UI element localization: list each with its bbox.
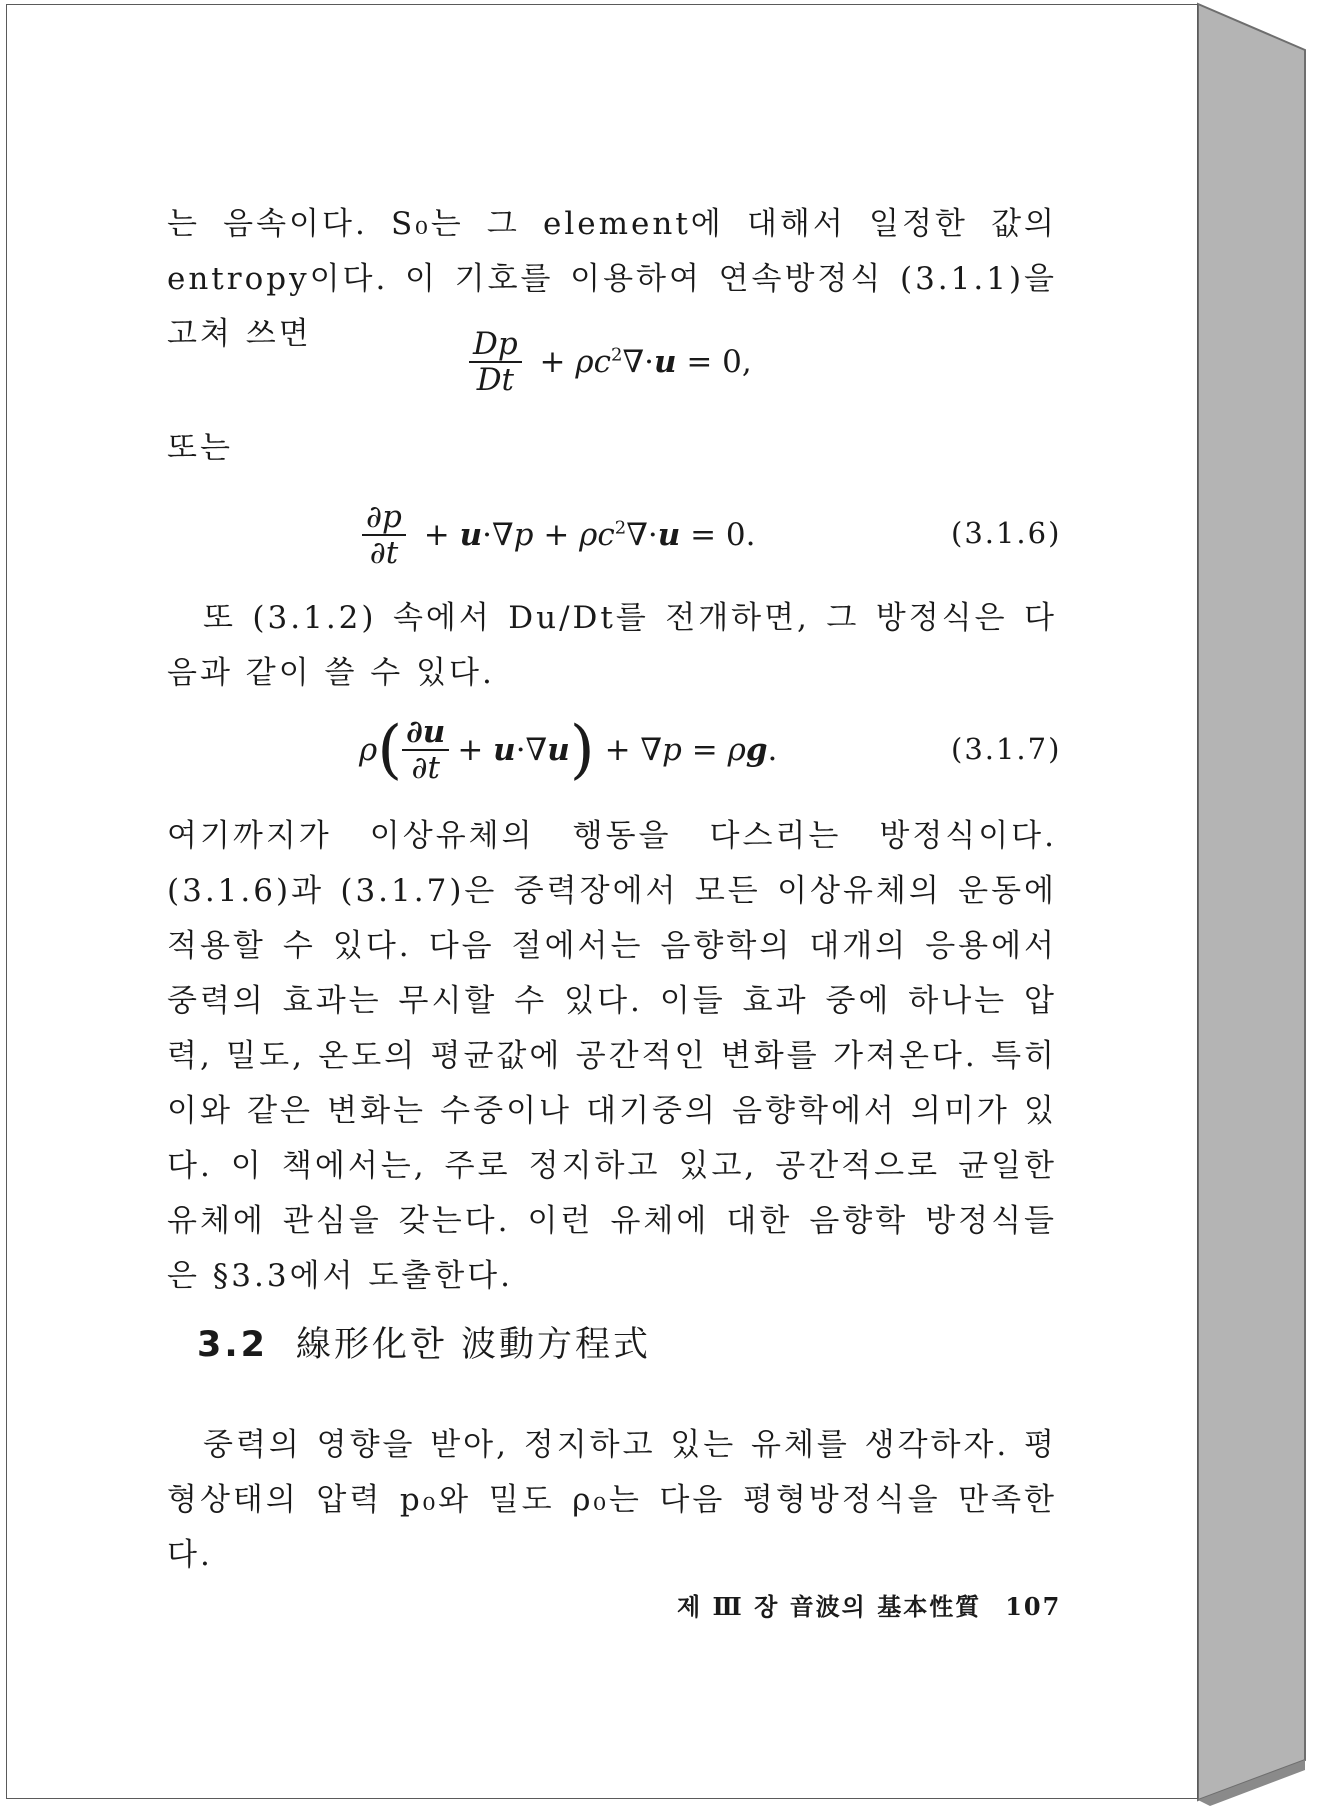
section-title: 線形化한 波動方程式 bbox=[296, 1325, 651, 1365]
paragraph-3: 또 (3.1.2) 속에서 Du/Dt를 전개하면, 그 방정식은 다음과 같이 쓸 수 있다. bbox=[167, 600, 1057, 691]
equation-continuity: $\frac{Dp}{Dt}$ + $\rho c^2\nabla\cdot u = 0$, bbox=[469, 327, 752, 397]
equation-number-3-1-7: (3.1.7) bbox=[951, 732, 1062, 766]
paragraph-5: 중력의 영향을 받아, 정지하고 있는 유체를 생각하자. 평형상태의 압력 p₀와 밀도 ρ₀는 다음 평형방정식을 만족한다. bbox=[167, 1427, 1057, 1573]
page-number: 107 bbox=[1005, 1592, 1062, 1621]
footer-chapter: 제 Ⅲ 장 音波의 基本性質 bbox=[677, 1592, 982, 1621]
section-number: 3.2 bbox=[197, 1325, 269, 1365]
paragraph-1: 는 음속이다. S₀는 그 element에 대해서 일정한 값의 entropy이다. 이 기호를 이용하여 연속방정식 (3.1.1)을 고쳐 쓰면 bbox=[167, 206, 1057, 352]
running-footer bbox=[677, 1587, 1061, 1622]
book-page bbox=[6, 4, 1198, 1799]
equation-3-1-6: $\frac{\partial p}{\partial t}$ + $u\cdot\nabla p + \rho c^2\nabla\cdot u = 0$. bbox=[362, 500, 756, 570]
section-heading bbox=[197, 1317, 651, 1367]
equation-number-3-1-6: (3.1.6) bbox=[951, 516, 1062, 550]
frac-partial-p-t: $\frac{\partial p}{\partial t}$ bbox=[362, 500, 406, 570]
frac-partial-u-t: $\frac{\partial u}{\partial t}$ bbox=[402, 715, 449, 785]
equation-3-1-7: ρ ( $\frac{\partial u}{\partial t}$ + u·∇u ) + ∇p = ρg. bbox=[359, 713, 778, 787]
paragraph-2: 또는 bbox=[167, 430, 233, 466]
frac-Dp-Dt: $\frac{Dp}{Dt}$ bbox=[469, 327, 522, 397]
paragraph-4: 여기까지가 이상유체의 행동을 다스리는 방정식이다. (3.1.6)과 (3.1.7)은 중력장에서 모든 이상유체의 운동에 적용할 수 있다. 다음 절에서는 음향학의 대개의 응용에서 중력의 효과는 무시할 수 있다. 이들 효과 중에 하나는 압력, 밀도, 온도의 평균값에 공간적인 변화를 가져온다. 특히 이와 같은 변화는 수중이나 대기중의 음향학에서 의미가 있다. 이 책에서는, 주로 정지하고 있고, 공간적으로 균일한 유체에 관심을 갖는다. 이런 유체에 대한 음향학 방정식들은 §3.3에서 도출한다. bbox=[167, 818, 1057, 1294]
